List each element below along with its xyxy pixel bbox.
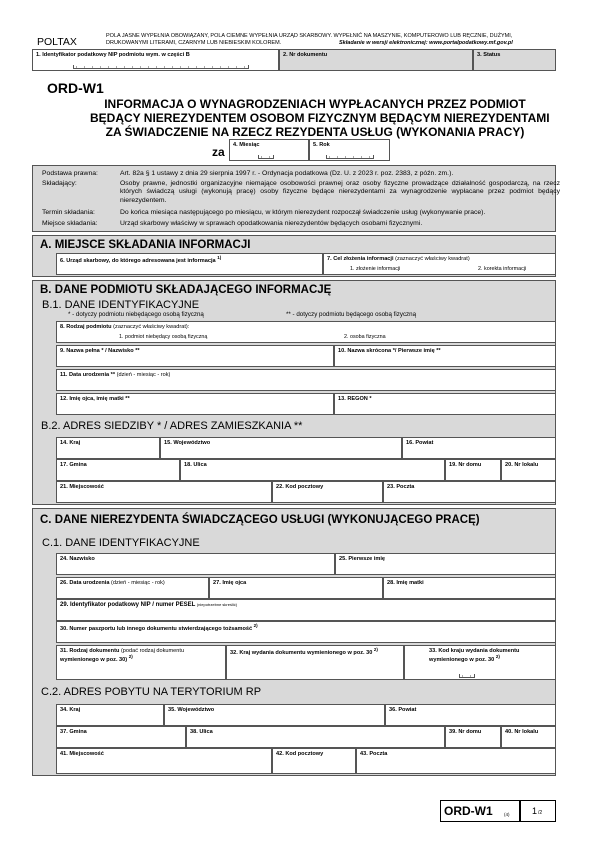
field33-label-line2: wymienionego w poz. 30 $^{2)}$ xyxy=(429,654,500,663)
field28-label: 28. Imię matki xyxy=(387,580,424,586)
footer-code: ORD-W1 xyxy=(444,804,493,818)
section-a-heading: A. MIEJSCE SKŁADANIA INFORMACJI xyxy=(40,239,251,251)
footer-version: (4) xyxy=(504,812,510,817)
field7-label: 7. Cel złożenia informacji (zaznaczyć właściwy kwadrat) xyxy=(327,256,470,262)
field13-label: 13. REGON * xyxy=(338,396,372,402)
form-title-line2: BĘDĄCY NIEREZYDENTEM OSOBOM FIZYCZNYM BĘDĄCYM NIEREZYDENTAMI xyxy=(90,111,550,125)
c-passport-field[interactable] xyxy=(56,621,556,643)
submitter-label: Składający: xyxy=(42,180,77,187)
field6-label: 6. Urząd skarbowy, do którego adresowana jest informacja $^{1)}$ xyxy=(60,255,222,264)
b-country-field[interactable] xyxy=(56,437,160,459)
field40-label: 40. Nr lokalu xyxy=(505,729,539,735)
b-city-field[interactable] xyxy=(56,481,272,503)
field41-label: 41. Miejscowość xyxy=(60,751,104,757)
c-document-country-field[interactable] xyxy=(226,645,404,680)
b-postal-code-field[interactable] xyxy=(272,481,383,503)
year-field[interactable] xyxy=(309,139,390,161)
field31-label: 31. Rodzaj dokumentu (podać rodzaj dokumentu xyxy=(60,648,185,654)
purpose-field[interactable] xyxy=(323,253,556,275)
year-comb xyxy=(326,155,374,159)
instructions-line1: POLA JASNE WYPEŁNIA OBOWIĄZANY, POLA CIEMNE WYPEŁNIA URZĄD SKARBOWY. WYPEŁNIĆ NA MASZYNIE, KOMPUTEROWO LUB RĘCZNIE, DUŻYMI, xyxy=(106,33,513,39)
field10-label: 10. Nazwa skrócona */ Pierwsze imię ** xyxy=(338,348,441,354)
place-text: Urząd skarbowy właściwy w sprawach opodatkowania nierezydentów będących osobami fizycznymi. xyxy=(120,220,423,227)
month-comb xyxy=(258,155,274,159)
status-label: 3. Status xyxy=(477,52,501,58)
b-commune-field[interactable] xyxy=(56,459,180,481)
field15-label: 15. Województwo xyxy=(164,440,211,446)
c-voivodeship-field[interactable] xyxy=(164,704,385,726)
c-document-country-code-field[interactable] xyxy=(404,645,556,680)
entity-type-option1[interactable]: 1. podmiot niebędący osobą fizyczną xyxy=(119,334,208,340)
c-street-field[interactable] xyxy=(186,726,445,748)
form-code: ORD-W1 xyxy=(47,80,104,96)
year-label: 5. Rok xyxy=(313,142,330,148)
field37-label: 37. Gmina xyxy=(60,729,87,735)
field22-label: 22. Kod pocztowy xyxy=(276,484,324,490)
b-street-field[interactable] xyxy=(180,459,445,481)
place-label: Miejsce składania: xyxy=(42,220,98,227)
form-title-line3: ZA ŚWIADCZENIE NA RZECZ REZYDENTA USŁUG (WYKONANIA PRACY) xyxy=(105,125,525,139)
status-field xyxy=(473,49,556,71)
b-post-office-field[interactable] xyxy=(383,481,556,503)
field33-label: 33. Kod kraju wydania dokumentu xyxy=(429,648,520,654)
c-father-name-field[interactable] xyxy=(209,577,383,599)
c-country-field[interactable] xyxy=(56,704,164,726)
note-dstar: ** - dotyczy podmiotu będącego osobą fizyczną xyxy=(286,311,417,318)
form-title-line1: INFORMACJA O WYNAGRODZENIACH WYPŁACANYCH PRZEZ PODMIOT xyxy=(104,97,526,111)
parents-names-field[interactable] xyxy=(56,393,334,415)
field35-label: 35. Województwo xyxy=(168,707,215,713)
birth-date-field[interactable] xyxy=(56,369,556,391)
field23-label: 23. Poczta xyxy=(387,484,415,490)
c-birth-date-field[interactable] xyxy=(56,577,209,599)
field14-label: 14. Kraj xyxy=(60,440,81,446)
field30-label: 30. Numer paszportu lub innego dokumentu stwierdzającego tożsamość $^{2)}$ xyxy=(60,623,258,632)
entity-type-field[interactable] xyxy=(56,321,556,343)
purpose-option2[interactable]: 2. korekta informacji xyxy=(478,266,527,272)
field11-label: 11. Data urodzenia ** (dzień - miesiąc - rok) xyxy=(60,372,171,378)
field8-label: 8. Rodzaj podmiotu (zaznaczyć właściwy kwadrat): xyxy=(60,324,190,330)
section-b-heading: B. DANE PODMIOTU SKŁADAJĄCEGO INFORMACJĘ xyxy=(40,284,332,296)
c-first-name-field[interactable] xyxy=(335,553,556,575)
field12-label: 12. Imię ojca, imię matki ** xyxy=(60,396,130,402)
b1-heading: B.1. DANE IDENTYFIKACYJNE xyxy=(42,299,200,311)
c-document-type-field[interactable] xyxy=(56,645,226,680)
short-name-field[interactable] xyxy=(334,345,556,367)
nip-field[interactable] xyxy=(32,49,279,71)
c-city-field[interactable] xyxy=(56,748,272,774)
field29-label: 29. Identyfikator podatkowy NIP / numer PESEL (niepotrzebne skreślić) xyxy=(60,602,238,608)
c-apartment-number-field[interactable] xyxy=(501,726,556,748)
purpose-option1[interactable]: 1. złożenie informacji xyxy=(350,266,401,272)
footer-page-number xyxy=(520,800,556,822)
field39-label: 39. Nr domu xyxy=(449,729,482,735)
doc-number-label: 2. Nr dokumentu xyxy=(283,52,328,58)
c1-heading: C.1. DANE IDENTYFIKACYJNE xyxy=(42,537,200,549)
field18-label: 18. Ulica xyxy=(184,462,207,468)
field9-label: 9. Nazwa pełna * / Nazwisko ** xyxy=(60,348,140,354)
field32-label: 32. Kraj wydania dokumentu wymienionego w poz. 30 $^{2)}$ xyxy=(230,647,378,656)
deadline-label: Termin składania: xyxy=(42,209,95,216)
b-apartment-number-field[interactable] xyxy=(501,459,556,481)
field16-label: 16. Powiat xyxy=(406,440,434,446)
footer-form-code xyxy=(440,800,520,822)
electronic-note: Składanie w wersji elektronicznej: www.portalpodatkowy.mf.gov.pl xyxy=(339,40,513,46)
field31-label-line2: wymienionego w poz. 30) $^{2)}$ xyxy=(60,654,133,663)
b-county-field[interactable] xyxy=(402,437,556,459)
deadline-text: Do końca miesiąca następującego po miesiącu, w którym nierezydent rozpoczął świadczenie usług (wykonywanie prace). xyxy=(120,209,486,216)
footer-page: 1 xyxy=(532,806,538,816)
country-code-comb xyxy=(459,674,475,678)
field38-label: 38. Ulica xyxy=(190,729,213,735)
nip-label: 1. Identyfikator podatkowy NIP podmiotu wym. w części B xyxy=(36,52,190,58)
b2-heading: B.2. ADRES SIEDZIBY * / ADRES ZAMIESZKANIA ** xyxy=(41,420,303,432)
c-house-number-field[interactable] xyxy=(445,726,501,748)
c-mother-name-field[interactable] xyxy=(383,577,556,599)
field21-label: 21. Miejscowość xyxy=(60,484,104,490)
footer-page-total: /2 xyxy=(538,810,543,816)
field24-label: 24. Nazwisko xyxy=(60,556,95,562)
field19-label: 19. Nr domu xyxy=(449,462,482,468)
tax-office-field[interactable] xyxy=(56,253,323,275)
nip-comb xyxy=(73,65,249,69)
field25-label: 25. Pierwsze imię xyxy=(339,556,386,562)
field26-label: 26. Data urodzenia (dzień - miesiąc - rok) xyxy=(60,580,165,586)
c-county-field[interactable] xyxy=(385,704,556,726)
note-star: * - dotyczy podmiotu niebędącego osobą fizyczną xyxy=(68,311,204,318)
legal-basis-label: Podstawa prawna: xyxy=(42,170,98,177)
month-field[interactable] xyxy=(229,139,309,161)
c-nip-pesel-field[interactable] xyxy=(56,599,556,621)
c-commune-field[interactable] xyxy=(56,726,186,748)
instructions-line2: DRUKOWANYMI LITERAMI, CZARNYM LUB NIEBIESKIM KOLOREM. xyxy=(106,40,282,46)
field36-label: 36. Powiat xyxy=(389,707,417,713)
field42-label: 42. Kod pocztowy xyxy=(276,751,324,757)
c-surname-field[interactable] xyxy=(56,553,335,575)
field20-label: 20. Nr lokalu xyxy=(505,462,539,468)
section-c-heading: C. DANE NIEREZYDENTA ŚWIADCZĄCEGO USŁUGI (WYKONUJĄCEGO PRACĘ) xyxy=(40,514,480,526)
regon-field[interactable] xyxy=(334,393,556,415)
field43-label: 43. Poczta xyxy=(360,751,388,757)
c-postal-code-field[interactable] xyxy=(272,748,356,774)
b-house-number-field[interactable] xyxy=(445,459,501,481)
b-voivodeship-field[interactable] xyxy=(160,437,402,459)
field27-label: 27. Imię ojca xyxy=(213,580,247,586)
legal-basis-text: Art. 82a § 1 ustawy z dnia 29 sierpnia 1997 r. - Ordynacja podatkowa (Dz. U. z 2023 r. poz. 2383, z późn. zm.). xyxy=(120,170,454,177)
za-label: za xyxy=(212,145,225,159)
field34-label: 34. Kraj xyxy=(60,707,81,713)
entity-type-option2[interactable]: 2. osoba fizyczna xyxy=(344,334,386,340)
month-label: 4. Miesiąc xyxy=(233,142,260,148)
submitter-text: Osoby prawne, jednostki organizacyjne niemające osobowości prawnej oraz osoby fizyczne prowadzące działalność gospodarczą, na rzecz których świadczą usługi (wykonują pracę) osoby fizyczne będące nierezydentami za wynagrodzenie wypłacane przez podmiot będący nierezydentem. xyxy=(120,180,560,204)
full-name-field[interactable] xyxy=(56,345,334,367)
doc-number-field xyxy=(279,49,473,71)
brand: POLTAX xyxy=(37,36,77,48)
c-post-office-field[interactable] xyxy=(356,748,556,774)
c2-heading: C.2. ADRES POBYTU NA TERYTORIUM RP xyxy=(41,686,262,698)
field17-label: 17. Gmina xyxy=(60,462,87,468)
